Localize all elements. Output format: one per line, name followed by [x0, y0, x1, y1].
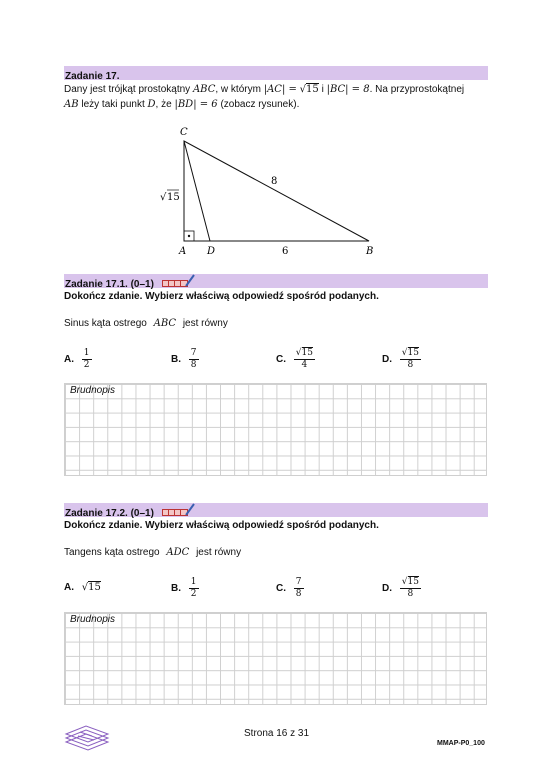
task17-intro-line2: AB leży taki punkt D, że |BD| = 6 (zobacz rysunek). — [64, 99, 300, 110]
side-db-label: 6 — [282, 246, 289, 257]
option-17-1-a[interactable]: A. $\frac{1}{2}$ — [64, 348, 90, 370]
side-bc-label: 8 — [271, 176, 278, 187]
scratchpad-17-1[interactable] — [64, 383, 487, 476]
triangle-abc — [184, 141, 369, 241]
task17-2-question: Tangens kąta ostrego ADC jest równy — [64, 547, 242, 558]
option-17-2-c[interactable]: C. $\frac{7}{8}$ — [276, 577, 302, 599]
option-17-2-a[interactable]: A. √15 — [64, 582, 101, 593]
label-b: B — [366, 246, 374, 257]
sqrt-15: √15 — [299, 84, 319, 95]
side-ac-label: 15 — [167, 192, 180, 203]
triangle-figure — [150, 120, 390, 260]
pen-icon — [184, 503, 196, 517]
segment-cd — [184, 141, 210, 241]
option-17-1-c[interactable]: C. $\frac{√15}{4}$ — [276, 348, 313, 370]
task17-intro-line1: Dany jest trójkąt prostokątny ABC, w którym |AC| = √15 i |BC| = 8. Na przyprostokątnej — [64, 84, 465, 95]
task17-header — [64, 66, 488, 80]
label-a: A — [179, 246, 187, 257]
label-c: C — [180, 127, 188, 138]
task17-2-header — [64, 503, 488, 517]
scratchpad-label: Brudnopis — [70, 614, 116, 625]
option-17-1-b[interactable]: B. $\frac{7}{8}$ — [171, 348, 197, 370]
label-d: D — [207, 246, 216, 257]
score-boxes-icon — [162, 507, 197, 517]
task17-1-instruction: Dokończ zdanie. Wybierz właściwą odpowiedź spośród podanych. — [64, 291, 379, 302]
page-number: Strona 16 z 31 — [244, 728, 310, 739]
task17-title: Zadanie 17. — [65, 71, 120, 82]
exam-code: MMAP-P0_100 — [437, 740, 485, 747]
option-17-2-d[interactable]: D. $\frac{√15}{8}$ — [382, 577, 419, 599]
right-angle-dot — [188, 235, 190, 237]
logo-icon — [62, 722, 114, 756]
task17-2-instruction: Dokończ zdanie. Wybierz właściwą odpowiedź spośród podanych. — [64, 520, 379, 531]
pen-icon — [184, 274, 196, 288]
option-17-1-d[interactable]: D. $\frac{√15}{8}$ — [382, 348, 419, 370]
option-17-2-b[interactable]: B. $\frac{1}{2}$ — [171, 577, 197, 599]
score-boxes-icon — [162, 278, 197, 288]
scratchpad-label: Brudnopis — [70, 385, 116, 396]
task17-1-header — [64, 274, 488, 288]
task17-1-question: Sinus kąta ostrego ABC jest równy — [64, 318, 228, 329]
task17-2-title: Zadanie 17.2. (0–1) — [65, 508, 154, 519]
scratchpad-17-2[interactable] — [64, 612, 487, 705]
side-ac-radical: √ — [160, 192, 167, 203]
task17-1-title: Zadanie 17.1. (0–1) — [65, 279, 154, 290]
